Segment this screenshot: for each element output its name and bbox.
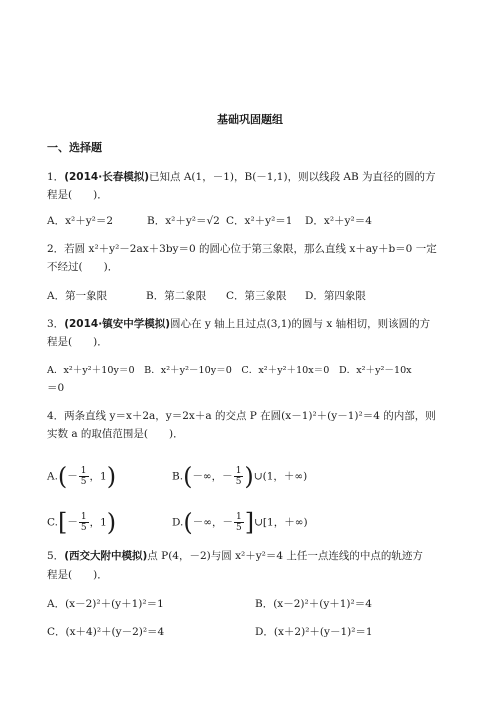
option-d-label: D. <box>172 516 184 529</box>
fraction <box>234 466 244 487</box>
question-1-number: 1． <box>47 171 65 183</box>
option-d-interval: －∞，－ <box>192 516 234 529</box>
question-5-text: 点 P(4，－2)与圆 x²＋y²＝4 上任一点连线的中点的轨迹方 <box>147 550 423 562</box>
question-4-option-a: A.(－ $\frac{1}{5}$ ，1) <box>47 462 117 491</box>
question-2-line-2: 不经过( )． <box>47 261 119 273</box>
question-5-line-1 <box>47 549 423 563</box>
question-5-source: (西交大附中模拟) <box>64 550 148 562</box>
fraction <box>79 466 89 487</box>
question-2-option-c: C．第三象限 <box>226 290 287 302</box>
question-3-number: 3． <box>47 318 65 330</box>
question-4-option-b: B.(－∞，－ $\frac{1}{5}$ )∪(1，＋∞) <box>172 462 308 491</box>
question-4-line-1: 4．两条直线 y＝x＋2a，y＝2x＋a 的交点 P 在圆(x－1)²＋(y－1)²＝4 的内部，则 <box>47 410 436 422</box>
question-1-line-2: 程是( )． <box>47 189 108 201</box>
question-2-line-1: 2．若圆 x²＋y²－2ax＋3by＝0 的圆心位于第三象限，那么直线 x＋ay＋b＝0 一定 <box>47 243 437 255</box>
page-title: 基础巩固题组 <box>217 113 283 126</box>
question-5-line-2: 程是( )． <box>47 569 108 581</box>
fraction-numerator: 1 <box>235 466 242 476</box>
fraction-denominator: 5 <box>80 477 87 487</box>
section-heading: 一、选择题 <box>47 141 102 154</box>
option-c-label: C. <box>47 516 58 529</box>
question-3-source: (2014·镇安中学模拟) <box>64 318 170 330</box>
question-4-line-2: 实数 a 的取值范围是( )． <box>47 428 184 440</box>
question-3-options: A．x²＋y²＋10y＝0 B．x²＋y²－10y＝0 C．x²＋y²＋10x＝0 D．x²＋y²－10x <box>47 365 412 376</box>
question-1-source: (2014·长春模拟) <box>64 171 149 183</box>
question-5-option-d: D．(x＋2)²＋(y－1)²＝1 <box>255 626 373 638</box>
question-3-text: 圆心在 y 轴上且过点(3,1)的圆与 x 轴相切，则该圆的方 <box>170 318 431 330</box>
option-b-label: B. <box>172 470 184 483</box>
question-4-option-c: C.[－ $\frac{1}{5}$ ，1) <box>47 508 117 537</box>
option-b-tail: ∪(1，＋∞) <box>253 470 308 483</box>
question-3-line-2: 程是( )． <box>47 336 108 348</box>
question-1-text: 已知点 A(1，－1)，B(－1,1)，则以线段 AB 为直径的圆的方 <box>149 171 436 183</box>
question-4-option-d: D.(－∞，－ $\frac{1}{5}$ ]∪[1，＋∞) <box>172 508 308 537</box>
option-a-sign: － <box>67 470 78 483</box>
fraction-numerator: 1 <box>80 512 87 522</box>
option-c-tail: ，1 <box>89 516 107 529</box>
question-3-line-1 <box>47 317 430 331</box>
question-1-option-b: B．x²＋y²＝√2 <box>147 215 220 227</box>
option-a-label: A. <box>47 470 58 483</box>
fraction-denominator: 5 <box>236 523 242 533</box>
question-1-option-c: C．x²＋y²＝1 <box>226 215 293 227</box>
fraction-numerator: 1 <box>80 466 87 476</box>
fraction <box>234 512 244 533</box>
question-1-option-d: D．x²＋y²＝4 <box>305 215 372 227</box>
option-c-sign: － <box>67 516 78 529</box>
question-1-option-a: A．x²＋y²＝2 <box>47 215 114 227</box>
fraction-denominator: 5 <box>235 477 242 487</box>
question-2-option-b: B．第二象限 <box>146 290 207 302</box>
question-3-options-cont: ＝0 <box>47 382 65 394</box>
question-5-option-b: B．(x－2)²＋(y＋1)²＝4 <box>255 598 372 610</box>
fraction-numerator: 1 <box>236 512 242 522</box>
question-5-option-c: C．(x＋4)²＋(y－2)²＝4 <box>47 626 165 638</box>
question-5-number: 5． <box>47 550 65 562</box>
fraction <box>79 512 89 533</box>
question-1-line-1 <box>47 170 436 184</box>
option-b-interval: －∞，－ <box>192 470 233 483</box>
question-2-option-d: D．第四象限 <box>305 290 366 302</box>
option-a-tail: ，1 <box>89 470 107 483</box>
fraction-denominator: 5 <box>80 523 87 533</box>
option-d-tail: ∪[1，＋∞) <box>254 516 308 529</box>
question-5-option-a: A．(x－2)²＋(y＋1)²＝1 <box>47 598 164 610</box>
question-2-option-a: A．第一象限 <box>47 290 108 302</box>
